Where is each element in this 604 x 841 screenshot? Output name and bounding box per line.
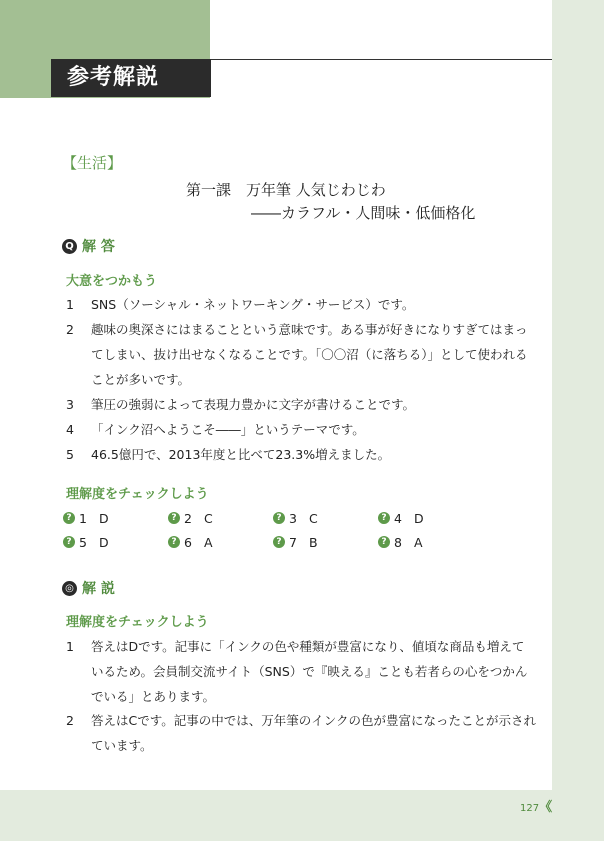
answer-icon: Q [62,239,77,254]
item-number: 2 [66,322,74,337]
question-number: 1 [79,510,87,526]
item-text: 答えはCです。記事の中では、万年筆のインクの色が豊富になったことが示されています。 [91,713,536,753]
item-text: SNS（ソーシャル・ネットワーキング・サービス）です。 [91,297,415,312]
list-item [66,392,536,417]
answer-cell [378,535,483,550]
question-number: 8 [394,534,402,550]
answer-cell [273,511,378,526]
answer-letter: A [203,534,213,550]
explanation-heading-label: 解 説 [82,581,115,597]
question-icon: ? [273,512,285,524]
answer-cell [273,535,378,550]
question-icon: ? [273,536,285,548]
question-icon: ? [168,536,180,548]
question-icon: ? [63,512,75,524]
double-chevron-left-icon: 《 [539,800,553,815]
answer-cell [378,511,483,526]
title-rule [211,59,552,60]
item-text: 「インク沼へようこそ――」というテーマです。 [91,422,365,437]
question-number: 4 [394,510,402,526]
item-number: 1 [66,639,74,654]
gist-heading: 大意をつかもう [66,274,158,289]
answer-letter: C [203,510,213,526]
answer-letter: D [413,510,424,526]
lesson-title: 第一課 万年筆 人気じわじわ [186,181,386,199]
answer-letter: A [413,534,423,550]
question-number: 6 [184,534,192,550]
answer-letter: D [98,510,109,526]
page-title: 参考解説 [51,59,211,97]
question-number: 3 [289,510,297,526]
list-item [66,417,536,442]
item-text: 筆圧の強弱によって表現力豊かに文字が書けることです。 [91,397,416,412]
section-label: 【生活】 [62,154,123,172]
answer-cell [63,535,168,550]
item-number: 5 [66,447,74,462]
answers-heading [62,236,115,256]
question-number: 2 [184,510,192,526]
explanation-subheading: 理解度をチェックしよう [66,615,209,630]
answer-cell [168,535,273,550]
answer-grid [63,506,483,554]
answer-cell [168,511,273,526]
item-text: 答えはDです。記事に「インクの色や種類が豊富になり、値頃な商品も増えているため。会員制交流サイト（SNS）で『映える』ことも若者らの心をつかんでいる」とあります。 [91,639,528,704]
list-item [66,317,536,392]
answer-letter: D [98,534,109,550]
item-number: 2 [66,713,74,728]
page-number [520,796,552,815]
question-number: 5 [79,534,87,550]
question-icon: ? [378,536,390,548]
question-icon: ? [378,512,390,524]
answer-cell [63,511,168,526]
lesson-subtitle: ――カラフル・人間味・低価格化 [251,204,476,222]
answer-row [63,506,483,530]
list-item [66,708,536,758]
explanation-heading [62,578,115,598]
check-heading: 理解度をチェックしよう [66,487,209,502]
answer-letter: C [308,510,318,526]
item-number: 1 [66,297,74,312]
question-icon: ? [168,512,180,524]
list-item [66,442,536,467]
item-text: 趣味の奥深さにはまることという意味です。ある事が好きになりすぎてはまってしまい、抜け出せなくなることです。「〇〇沼（に落ちる）」として使われることが多いです。 [91,322,528,387]
question-icon: ? [63,536,75,548]
answers-heading-label: 解 答 [82,239,115,255]
question-number: 7 [289,534,297,550]
answer-letter: B [308,534,318,550]
item-number: 3 [66,397,74,412]
item-number: 4 [66,422,74,437]
answer-row [63,530,483,554]
list-item [66,634,536,709]
list-item [66,292,536,317]
item-text: 46.5億円で、2013年度と比べて23.3%増えました。 [91,447,391,462]
page-number-value: 127 [520,803,540,814]
explanation-icon: ◎ [62,581,77,596]
